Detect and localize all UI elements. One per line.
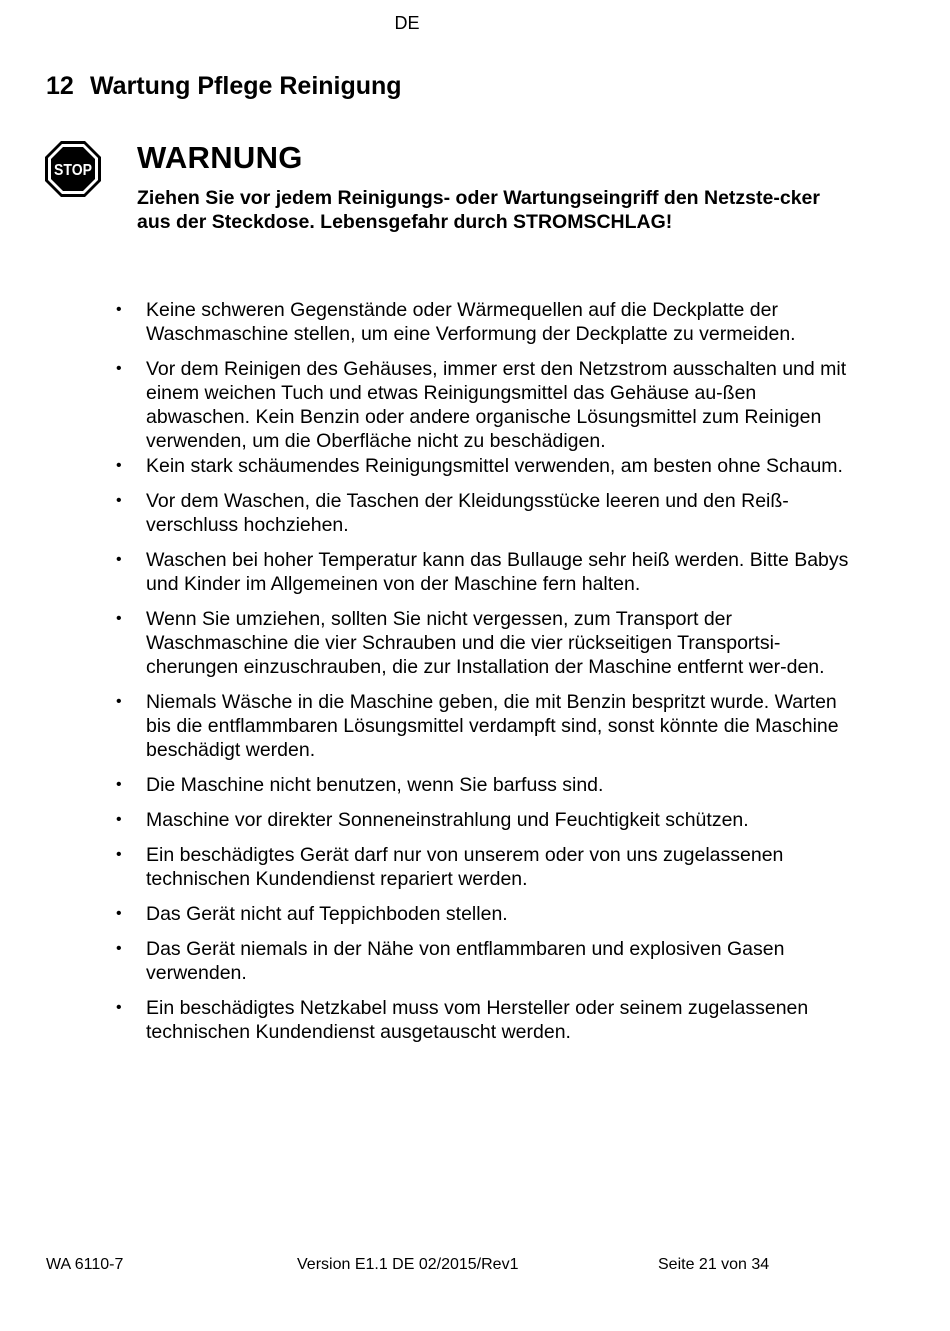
language-label: DE	[394, 13, 420, 33]
list-item	[114, 996, 854, 1044]
bullet-icon: •	[116, 811, 122, 828]
section-title: Wartung Pflege Reinigung	[90, 72, 402, 100]
list-item	[114, 298, 854, 346]
footer-version: Version E1.1 DE 02/2015/Rev1	[297, 1256, 519, 1273]
list-item-text: Das Gerät niemals in der Nähe von entflammbaren und explosiven Gasen verwenden.	[146, 938, 785, 984]
stop-sign-icon	[44, 140, 102, 198]
list-item	[114, 773, 854, 797]
list-item	[114, 489, 854, 537]
list-item	[114, 690, 854, 762]
bullet-icon: •	[116, 905, 122, 922]
instruction-list	[114, 298, 854, 1055]
list-item	[114, 548, 854, 596]
warning-title: WARNUNG	[137, 140, 303, 175]
list-item	[114, 937, 854, 985]
section-heading	[46, 72, 402, 101]
list-item-text: Das Gerät nicht auf Teppichboden stellen.	[146, 903, 508, 925]
list-item	[114, 454, 854, 478]
footer-model: WA 6110-7	[46, 1256, 124, 1273]
section-number: 12	[46, 72, 74, 100]
bullet-icon: •	[116, 610, 122, 627]
list-item-text: Ein beschädigtes Gerät darf nur von unserem oder von uns zugelassenen technischen Kundendienst repariert werden.	[146, 844, 784, 890]
list-item-text: Waschen bei hoher Temperatur kann das Bullauge sehr heiß werden. Bitte Babys und Kinder im Allgemeinen von der Maschine fern halten.	[146, 549, 849, 595]
list-item	[114, 607, 854, 679]
bullet-icon: •	[116, 301, 122, 318]
list-item	[114, 902, 854, 926]
list-item-text: Niemals Wäsche in die Maschine geben, die mit Benzin bespritzt wurde. Warten bis die entflammbaren Lösungsmittel verdampft sind, sonst könnte die Maschine beschädigt werden.	[146, 691, 839, 761]
list-item-text: Die Maschine nicht benutzen, wenn Sie barfuss sind.	[146, 774, 604, 796]
bullet-icon: •	[116, 492, 122, 509]
list-item	[114, 843, 854, 891]
bullet-icon: •	[116, 999, 122, 1016]
footer-page-number: Seite 21 von 34	[658, 1256, 770, 1273]
list-item-text: Keine schweren Gegenstände oder Wärmequellen auf die Deckplatte der Waschmaschine stellen, um eine Verformung der Deckplatte zu vermeiden.	[146, 299, 796, 345]
list-item-text: Maschine vor direkter Sonneneinstrahlung und Feuchtigkeit schützen.	[146, 809, 749, 831]
list-item-text: Wenn Sie umziehen, sollten Sie nicht vergessen, zum Transport der Waschmaschine die vier Schrauben und die vier rückseitigen Transportsi-cherungen einzuschrauben, die zur Installation der Maschine entfernt wer-den.	[146, 608, 825, 678]
list-item-text: Kein stark schäumendes Reinigungsmittel verwenden, am besten ohne Schaum.	[146, 455, 843, 477]
stop-sign-text: STOP	[54, 162, 93, 179]
list-item-text: Ein beschädigtes Netzkabel muss vom Hersteller oder seinem zugelassenen technischen Kundendienst ausgetauscht werden.	[146, 997, 809, 1043]
bullet-icon: •	[116, 551, 122, 568]
warning-text: Ziehen Sie vor jedem Reinigungs- oder Wartungseingriff den Netzste-cker aus der Steckdose. Lebensgefahr durch STROMSCHLAG!	[137, 187, 820, 233]
bullet-icon: •	[116, 846, 122, 863]
list-item	[114, 357, 854, 453]
bullet-icon: •	[116, 776, 122, 793]
bullet-icon: •	[116, 940, 122, 957]
bullet-icon: •	[116, 693, 122, 710]
list-item	[114, 808, 854, 832]
list-item-text: Vor dem Waschen, die Taschen der Kleidungsstücke leeren und den Reiß-verschluss hochziehen.	[146, 490, 789, 536]
bullet-icon: •	[116, 457, 122, 474]
bullet-icon: •	[116, 360, 122, 377]
list-item-text: Vor dem Reinigen des Gehäuses, immer erst den Netzstrom ausschalten und mit einem weichen Tuch und etwas Reinigungsmittel das Gehäuse au-ßen abwaschen. Kein Benzin oder andere organische Lösungsmittel zum Reinigen verwenden, um die Oberfläche nicht zu beschädigen.	[146, 358, 847, 452]
